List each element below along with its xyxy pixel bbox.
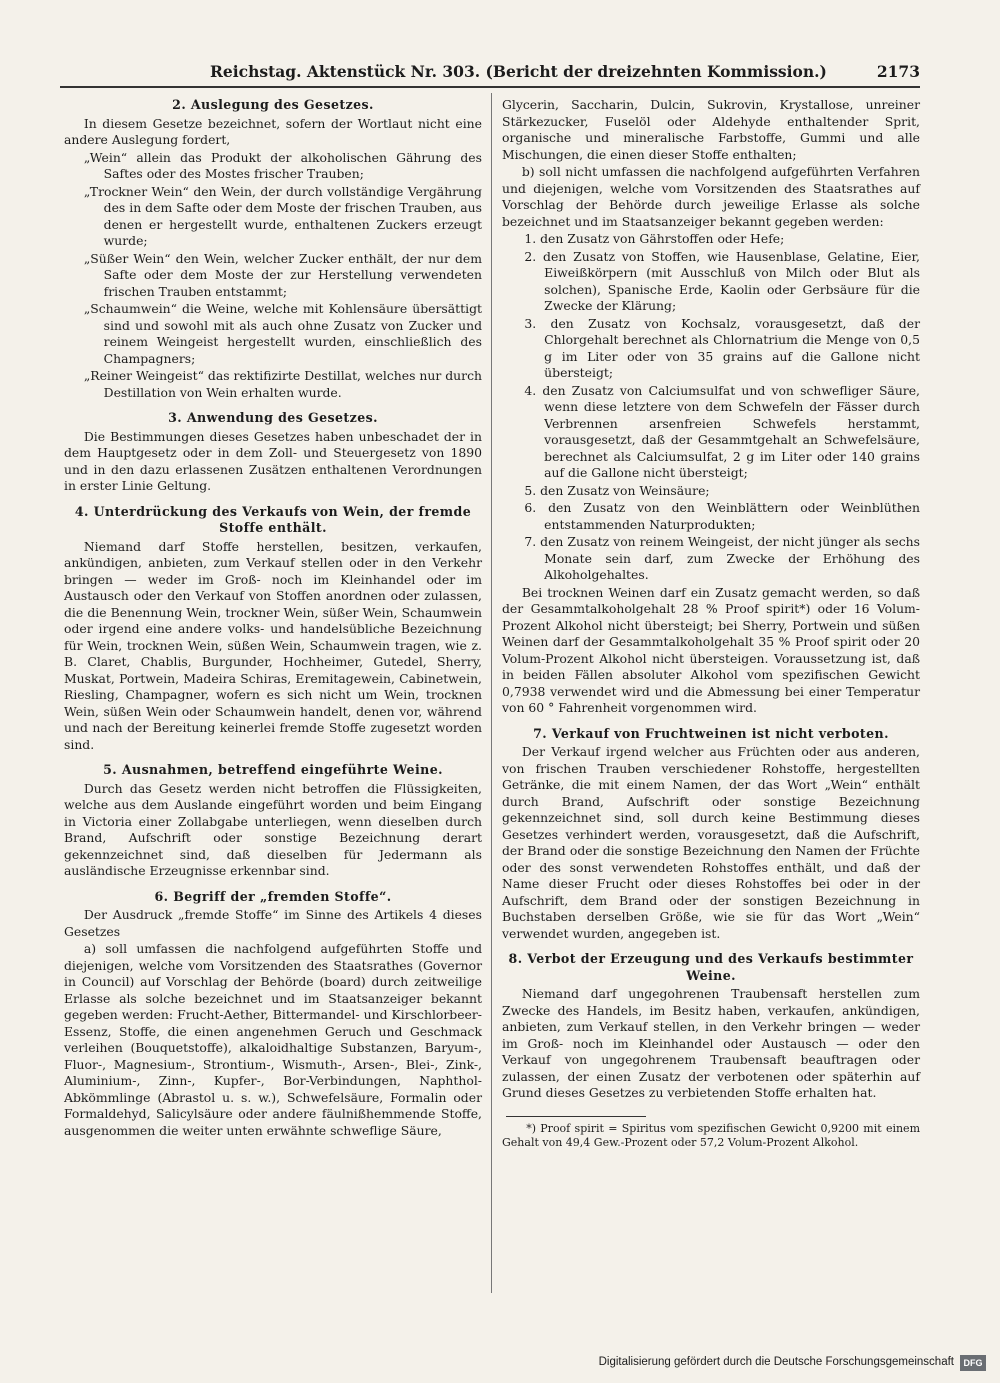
list-item: 5. den Zusatz von Weinsäure; xyxy=(524,482,710,498)
right-column xyxy=(502,97,920,1151)
column-divider xyxy=(491,93,492,1293)
digitization-credit xyxy=(598,1355,986,1373)
definition-trockner-wein: „Trockner Wein“ den Wein, der durch vollständige Vergährung des in dem Safte oder dem Moste der frischen Trauben, aus denen er hergestellt wurde, enthaltenen Zuckers erzeugt wurde; xyxy=(83,183,482,248)
definition-suesser-wein: „Süßer Wein“ den Wein, welcher Zucker enthält, der nur dem Safte oder dem Moste der zur Herstellung verwendeten frischen Trauben entstammt; xyxy=(83,250,482,299)
header-title: Reichstag. Aktenstück Nr. 303. (Bericht der dreizehnten Kommission.) xyxy=(210,62,827,81)
left-column xyxy=(64,97,482,1140)
section-6-intro: Der Ausdruck „fremde Stoffe“ im Sinne des Artikels 4 dieses Gesetzes xyxy=(64,907,482,939)
list-item: 4. den Zusatz von Calciumsulfat und von schwefliger Säure, wenn diese letztere von dem Schwefeln der Fässer durch Verbrennen arsenfreien Schwefels herstammt, vorausgesetzt, daß der Gesammtgehalt an Schwefelsäure, berechnet als Calciumsulfat, 2 g im Liter oder 140 grains auf die Gallone nicht übersteigt; xyxy=(524,382,920,480)
section-3-heading: 3. Anwendung des Gesetzes. xyxy=(168,410,378,425)
definition-schaumwein: „Schaumwein“ die Weine, welche mit Kohlensäure übersättigt sind und sowohl mit als auch ohne Zusatz von Zucker und reinem Weingeist hergestellt wurden, einschließlich des Champagners; xyxy=(83,301,482,366)
dfg-logo-icon: DFG xyxy=(960,1355,986,1371)
section-8-heading: 8. Verbot der Erzeugung und des Verkaufs bestimmter Weine. xyxy=(508,951,914,983)
definition-reiner-weingeist: „Reiner Weingeist“ das rektifizirte Destillat, welches nur durch Destillation von Wein erhalten wurde. xyxy=(83,368,482,400)
section-7-heading: 7. Verkauf von Fruchtweinen ist nicht verboten. xyxy=(533,725,889,741)
definition-wein: „Wein“ allein das Produkt der alkoholischen Gährung des Saftes oder des Mostes frischer Trauben; xyxy=(83,149,482,181)
section-2-heading: 2. Auslegung des Gesetzes. xyxy=(172,97,374,112)
section-6-continuation: Glycerin, Saccharin, Dulcin, Sukrovin, Krystallose, unreiner Stärkezucker, Fuselöl oder Aldehyde enthaltender Sprit, organische und mineralische Farbstoffe, Gummi und alle Mischungen, die einen dieser Stoffe enthalten; xyxy=(502,97,920,162)
list-item: 2. den Zusatz von Stoffen, wie Hausenblase, Gelatine, Eier, Eiweißkörpern (mit Ausschluß von Milch oder Blut als solchen), Spanische Erde, Kaolin oder Gerbsäure für die Zwecke der Klärung; xyxy=(524,248,920,313)
section-2-intro: In diesem Gesetze bezeichnet, sofern der Wortlaut nicht eine andere Auslegung fordert, xyxy=(64,115,482,147)
list-item: 3. den Zusatz von Kochsalz, vorausgesetzt, daß der Chlorgehalt berechnet als Chlornatrium die Menge von 0,5 g im Liter oder von 35 grains auf die Gallone nicht übersteigt; xyxy=(524,315,920,380)
header-rule xyxy=(60,86,920,88)
credit-text: Digitalisierung gefördert durch die Deutsche Forschungsgemeinschaft xyxy=(598,1356,954,1368)
list-item: 7. den Zusatz von reinem Weingeist, der nicht jünger als sechs Monate sein darf, zum Zwecke der Erhöhung des Alkoholgehaltes. xyxy=(524,534,920,582)
section-7-text: Der Verkauf irgend welcher aus Früchten oder aus anderen, von frischen Trauben verschiedener Rohstoffe, hergestellten Getränke, die mit einem Namen, der das Wort „Wein“ enthält durch Brand, Aufschrift oder sonstige Bezeichnung gekennzeichnet sind, soll durch keine Bestimmung dieses Gesetzes verhindert werden, vorausgesetzt, daß die Aufschrift, der Brand oder die sonstige Bezeichnung den Namen der Früchte oder des sonst verwendeten Rohstoffes enthält, und daß der Name dieser Frucht oder dieses Rohstoffes bei oder in der Aufschrift, dem Brand oder der sonstigen Bezeichnung in Buchstaben derselben Größe, wie sie für das Wort „Wein“ verwendet wurden, angegeben ist. xyxy=(502,744,920,941)
section-6-heading: 6. Begriff der „fremden Stoffe“. xyxy=(154,888,392,904)
footnote-rule xyxy=(506,1116,646,1117)
section-5-text: Durch das Gesetz werden nicht betroffen die Flüssigkeiten, welche aus dem Auslande eingeführt worden und beim Eingang in Victoria einer Zollabgabe unterliegen, wenn dieselben durch Brand, Aufschrift oder sonstige Bezeichnung derart gekennzeichnet sind, daß dieselben für Jedermann als ausländische Erzeugnisse erkennbar sind. xyxy=(64,780,482,878)
list-item: 1. den Zusatz von Gährstoffen oder Hefe; xyxy=(524,231,785,246)
section-8-text: Niemand darf ungegohrenen Traubensaft herstellen zum Zwecke des Handels, im Besitz haben, verkaufen, ankündigen, anbieten, zum Verkauf stellen, in den Verkehr bringen — weder im Groß- noch im Kleinhandel oder Austausch — oder den Verkauf von ungegohrenem Traubensaft beauftragen oder zulassen, der einen Zusatz der verbotenen oder späterhin auf Grund dieses Gesetzes zu verbietenden Stoffe erhalten hat. xyxy=(502,986,920,1100)
running-header xyxy=(60,62,920,84)
section-3-text: Die Bestimmungen dieses Gesetzes haben unbeschadet der in dem Hauptgesetz oder in dem Zoll- und Steuergesetz von 1890 und in den dazu erlassenen Zusätzen enthaltenen Verordnungen in erster Linie Geltung. xyxy=(64,428,482,493)
section-4-heading: 4. Unterdrückung des Verkaufs von Wein, der fremde Stoffe enthält. xyxy=(74,503,472,535)
section-6-item-b: b) soll nicht umfassen die nachfolgend aufgeführten Verfahren und diejenigen, welche vom Vorsitzenden des Staatsrathes auf Vorschlag der Behörde durch jeweilige Erlasse als solche bezeichnet und im Staatsanzeiger bekannt gegeben werden: xyxy=(502,164,920,229)
footnote: *) Proof spirit = Spiritus vom spezifischen Gewicht 0,9200 mit einem Gehalt von 49,4 Gew.-Prozent oder 57,2 Volum-Prozent Alkohol. xyxy=(502,1121,920,1149)
list-item: 6. den Zusatz von den Weinblättern oder Weinblüthen entstammenden Naturprodukten; xyxy=(524,500,920,532)
section-5-heading: 5. Ausnahmen, betreffend eingeführte Weine. xyxy=(103,762,443,777)
page-number: 2173 xyxy=(876,62,920,81)
section-4-text: Niemand darf Stoffe herstellen, besitzen, verkaufen, ankündigen, anbieten, zum Verkauf stellen oder in den Verkehr bringen — weder im Groß- noch im Kleinhandel oder im Austausch oder den Verkauf von Stoffen anordnen oder zulassen, die die Benennung Wein, trockner Wein, süßer Wein, Schaumwein oder irgend eine andere volks- und handelsübliche Bezeichnung für Wein, trocknen Wein, süßen Wein, Schaumwein tragen, wie z. B. Claret, Chablis, Burgunder, Hochheimer, Gutedel, Sherry, Muskat, Portwein, Madeira Schiras, Eremitagewein, Cabinetwein, Riesling, Champagner, wofern es sich nicht um Wein, trocknen Wein, süßen Wein oder Schaumwein handelt, denen vor, während und nach der Bereitung keinerlei fremde Stoffe zugesetzt worden sind. xyxy=(64,538,482,752)
section-6-item-a: a) soll umfassen die nachfolgend aufgeführten Stoffe und diejenigen, welche vom Vorsitzenden des Staatsrathes (Governor in Council) auf Vorschlag der Behörde (board) durch zeitweilige Erlasse als solche bezeichnet und im Staatsanzeiger bekannt gegeben werden: Frucht-Aether, Bittermandel- und Kirschlorbeer-Essenz, Stoffe, die einen angenehmen Geruch und Geschmack verleihen (Bouquetstoffe), alkaloidhaltige Substanzen, Baryum-, Fluor-, Magnesium-, Strontium-, Wismuth-, Arsen-, Blei-, Zink-, Aluminium-, Zinn-, Kupfer-, Bor-Verbindungen, Naphthol-Abkömmlinge (Abrastol u. s. w.), Schwefelsäure, Formalin oder Formaldehyd, Salicylsäure oder andere fäulnißhemmende Stoffe, ausgenommen die weiter unten erwähnte schweflige Säure, xyxy=(64,941,482,1138)
alcohol-limits-text: Bei trocknen Weinen darf ein Zusatz gemacht werden, so daß der Gesammtalkoholgehalt 28 % Proof spirit*) oder 16 Volum-Prozent Alkohol nicht übersteigt; bei Sherry, Portwein und süßen Weinen darf der Gesammtalkoholgehalt 35 % Proof spirit oder 20 Volum-Prozent Alkohol nicht übersteigen. Voraussetzung ist, daß in beiden Fällen absoluter Alkohol vom spezifischen Gewicht 0,7938 verwendet wird und die Abmessung bei einer Temperatur von 60 ° Fahrenheit vorgenommen wird. xyxy=(502,584,920,715)
